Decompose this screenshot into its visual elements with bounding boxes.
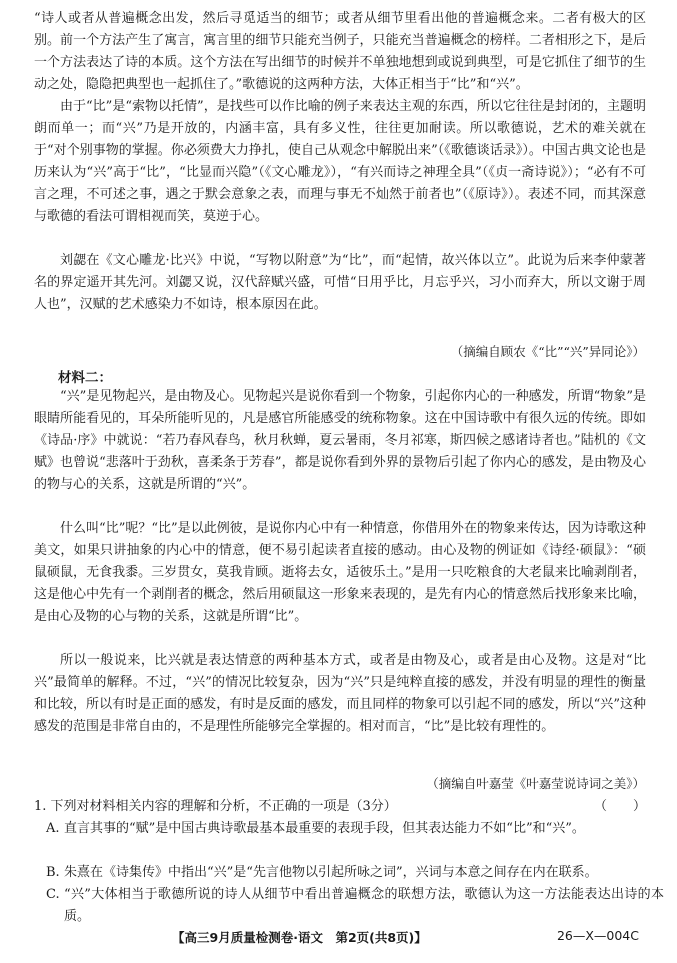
source-citation-2: （摘编自叶嘉莹《叶嘉莹说诗词之美》） [426,776,645,791]
option-b[interactable] [46,862,664,884]
paragraph-goethe-quote: “诗人或者从普遍概念出发，然后寻觅适当的细节；或者从细节里看出他的普遍概念来。二者有极大的区别。前一个方法产生了寓言，寓言里的细节只能充当例子，只能充当普遍概念的榜样。二者相形之下，是后一个方法表达了诗的本质。这个方法在写出细节的时候并不单独地想到或说到典型，可是它抓住了细节的生动之处，隐隐把典型也一起抓住了。”歌德说的这两种方法，大体正相当于“比”和“兴”。 [34,11,646,92]
option-c[interactable] [46,884,664,928]
option-c-text: “兴”大体相当于歌德所说的诗人从细节中看出普遍概念的联想方法，歌德认为这一方法能表达出诗的本质。 [64,887,664,924]
page-footer [0,928,677,948]
paragraph-bi-definition: 什么叫“比”呢？“比”是以此例彼，是说你内心中有一种情意，你借用外在的物象来传达，因为诗歌这种美文，如果只讲抽象的内心中的情意，便不易引起读者直接的感动。由心及物的例证如《诗经·硕鼠》：“硕鼠硕鼠，无食我黍。三岁贯女，莫我肯顾。逝将去女，适彼乐土。”是用一只吃粮食的大老鼠来比喻剥削者，这是他心中先有一个剥削者的概念，然后用硕鼠这一形象来表现的，是先有内心的情意然后找形象来比喻，是由心及物的心与物的关系，这就是所谓“比”。 [34,521,646,624]
answer-bracket[interactable]: （ ） [593,799,646,814]
source-citation-1: （摘编自顾农《“比”“兴”异同论》） [450,344,645,359]
question-1-stem [34,796,646,818]
material-two-heading: 材料二： [58,370,112,386]
paragraph-liu-xie: 刘勰在《文心雕龙·比兴》中说，“写物以附意”为“比”，而“起情，故兴体以立”。此说为后来李仲蒙著名的界定遥开其先河。刘勰又说，汉代辞赋兴盛，可惜“日用乎比，月忘乎兴，习小而弃大，所以文谢于周人也”，汉赋的艺术感染力不如诗，根本原因在此。 [34,253,646,312]
option-a-text: 直言其事的“赋”是中国古典诗歌最基本最重要的表现手段，但其表达能力不如“比”和“兴”。 [64,821,585,836]
option-a[interactable] [46,818,664,840]
option-c-letter: C. [46,887,60,902]
paragraph-bi-xing-comparison: 由于“比”是“索物以托情”，是找些可以作比喻的例子来表达主观的东西，所以它往往是封闭的，主题明朗而单一；而“兴”乃是开放的，内涵丰富，具有多义性，往往更加耐读。所以歌德说，艺术的难关就在于“对个别事物的掌握。你必须费大力挣扎，使自己从观念中解脱出来”（《歌德谈话录》）。中国古典文论也是历来认为“兴”高于“比”，“比显而兴隐”（《文心雕龙》），“有兴而诗之神理全具”（《贞一斋诗说》）；“必有不可言之理，不可述之事，遇之于默会意象之表，而理与事无不灿然于前者也”（《原诗》）。表述不同，而其深意与歌德的看法可谓相视而笑，莫逆于心。 [34,99,646,224]
option-a-letter: A. [46,821,60,836]
footer-title: 【高三9月质量检测卷·语文 第2页(共8页)】 [172,930,427,945]
footer-code: 26—X—004C [556,928,639,943]
option-b-text: 朱熹在《诗集传》中指出“兴”是“先言他物以引起所咏之词”，兴词与本意之间存在内在联系。 [64,865,598,880]
option-b-letter: B. [46,865,60,880]
paragraph-bi-xing-summary: 所以一般说来，比兴就是表达情意的两种基本方式，或者是由物及心，或者是由心及物。这是对“比兴”最简单的解释。不过，“兴”的情况比较复杂，因为“兴”只是纯粹直接的感发，并没有明显的理性的衡量和比较，所以有时是正面的感发，有时是反面的感发，而且同样的物象可以引起不同的感发，所以“兴”这种感发的范围是非常自由的，不是理性所能够完全掌握的。相对而言，“比”是比较有理性的。 [34,653,646,734]
question-stem-text: 1. 下列对材料相关内容的理解和分析，不正确的一项是（3分） [34,799,397,814]
paragraph-xing-definition: “兴”是见物起兴，是由物及心。见物起兴是说你看到一个物象，引起你内心的一种感发，所谓“物象”是眼睛所能看见的，耳朵所能听见的，凡是感官所能感受的统称物象。这在中国诗歌中有很久远的传统。即如《诗品·序》中就说：“若乃春风春鸟，秋月秋蝉，夏云暑雨，冬月祁寒，斯四候之感诸诗者也。”陆机的《文赋》也曾说“悲落叶于劲秋，喜柔条于芳春”，都是说你看到外界的景物后引起了你内心的感发，是由物及心的物与心的关系，这就是所谓的“兴”。 [34,389,646,492]
